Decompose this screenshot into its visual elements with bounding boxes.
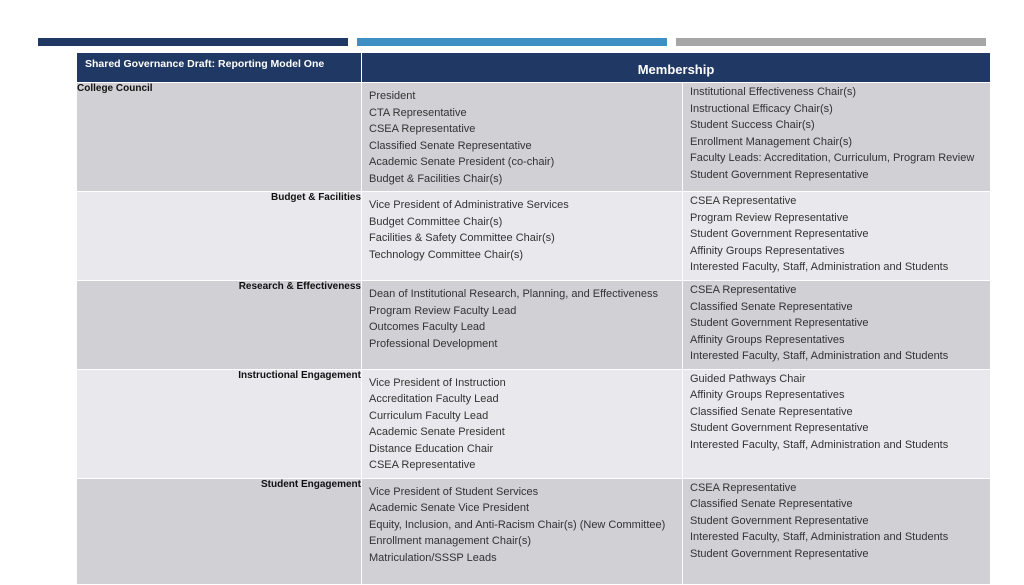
list-item: Budget & Facilities Chair(s) [369,172,503,185]
list-item: Distance Education Chair [369,442,494,455]
row-label: Budget & Facilities [77,192,362,281]
accent-bar-gray [676,38,986,46]
membership-header: Membership [362,53,991,83]
list-item: President [369,90,416,102]
list-item: Classified Senate Representative [690,300,853,313]
table-row [77,369,991,478]
list-item: Faculty Leads: Accreditation, Curriculum, Program Review [690,152,975,164]
list-item: Outcomes Faculty Lead [369,321,486,333]
list-item: Vice President of Administrative Services [369,199,569,211]
list-item: Interested Faculty, Staff, Administration and Students [690,531,949,543]
row-label: College Council [77,83,362,192]
governance-table [76,52,991,585]
list-item: Affinity Groups Representatives [690,333,845,346]
list-item: Classified Senate Representative [690,498,853,510]
list-item: Academic Senate President (co-chair) [369,156,555,168]
members-secondary-cell [683,83,991,192]
members-secondary-cell [683,369,991,478]
members-primary-list [362,479,682,571]
row-label: Student Engagement [77,478,362,584]
list-item: Guided Pathways Chair [690,372,806,385]
members-secondary-list [683,281,990,369]
list-item: Student Government Representative [690,547,869,560]
table-row [77,83,991,192]
members-secondary-list [683,192,990,280]
list-item: Vice President of Student Services [369,485,539,498]
members-primary-cell [362,369,683,478]
table-row [77,281,991,370]
table-row [77,478,991,584]
list-item: Student Government Representative [690,422,869,434]
list-item: Dean of Institutional Research, Planning, and Effectiveness [369,288,659,300]
list-item: Technology Committee Chair(s) [369,248,524,261]
list-item: CSEA Representative [690,195,797,207]
accent-bar-blue [357,38,667,46]
list-item: Equity, Inclusion, and Anti-Racism Chair(s) (New Committee) [369,518,666,531]
list-item: Classified Senate Representative [369,139,532,152]
list-item: CSEA Representative [369,123,476,135]
list-item: Matriculation/SSSP Leads [369,551,497,564]
members-primary-list [362,281,682,356]
list-item: Enrollment management Chair(s) [369,535,532,547]
list-item: Program Review Faculty Lead [369,304,517,317]
list-item: Institutional Effectiveness Chair(s) [690,86,857,98]
list-item: Academic Senate Vice President [369,502,529,514]
list-item: Vice President of Instruction [369,376,506,389]
members-primary-cell [362,192,683,281]
table-title: Shared Governance Draft: Reporting Model One [77,53,362,83]
list-item: CSEA Representative [369,459,476,471]
table-header-row [77,53,991,83]
list-item: Program Review Representative [690,211,849,224]
list-item: Classified Senate Representative [690,405,853,418]
list-item: Facilities & Safety Committee Chair(s) [369,232,555,244]
row-label: Instructional Engagement [77,369,362,478]
accent-bar-navy [38,38,348,46]
members-secondary-list [683,370,990,458]
list-item: CTA Representative [369,106,467,119]
list-item: Student Government Representative [690,228,869,240]
list-item: Instructional Efficacy Chair(s) [690,102,833,115]
list-item: Accreditation Faculty Lead [369,393,499,405]
members-primary-list [362,192,682,267]
table-row [77,192,991,281]
members-secondary-list [683,479,990,567]
list-item: Curriculum Faculty Lead [369,409,489,422]
table-body [77,83,991,585]
members-secondary-cell [683,281,991,370]
list-item: Student Success Chair(s) [690,119,815,131]
list-item: Professional Development [369,337,498,350]
list-item: CSEA Representative [690,284,797,296]
list-item: CSEA Representative [690,481,797,494]
list-item: Interested Faculty, Staff, Administration and Students [690,438,949,451]
list-item: Enrollment Management Chair(s) [690,135,853,148]
members-secondary-list [683,83,990,187]
list-item: Student Government Representative [690,168,869,181]
list-item: Affinity Groups Representatives [690,389,845,401]
members-secondary-cell [683,192,991,281]
members-primary-list [362,370,682,478]
list-item: Interested Faculty, Staff, Administration and Students [690,350,949,362]
members-primary-list [362,83,682,191]
list-item: Student Government Representative [690,514,869,527]
list-item: Academic Senate President [369,426,505,438]
list-item: Interested Faculty, Staff, Administration and Students [690,261,949,273]
list-item: Student Government Representative [690,317,869,329]
list-item: Budget Committee Chair(s) [369,215,503,228]
members-primary-cell [362,478,683,584]
members-primary-cell [362,83,683,192]
list-item: Affinity Groups Representatives [690,244,845,257]
members-secondary-cell [683,478,991,584]
members-primary-cell [362,281,683,370]
row-label: Research & Effectiveness [77,281,362,370]
